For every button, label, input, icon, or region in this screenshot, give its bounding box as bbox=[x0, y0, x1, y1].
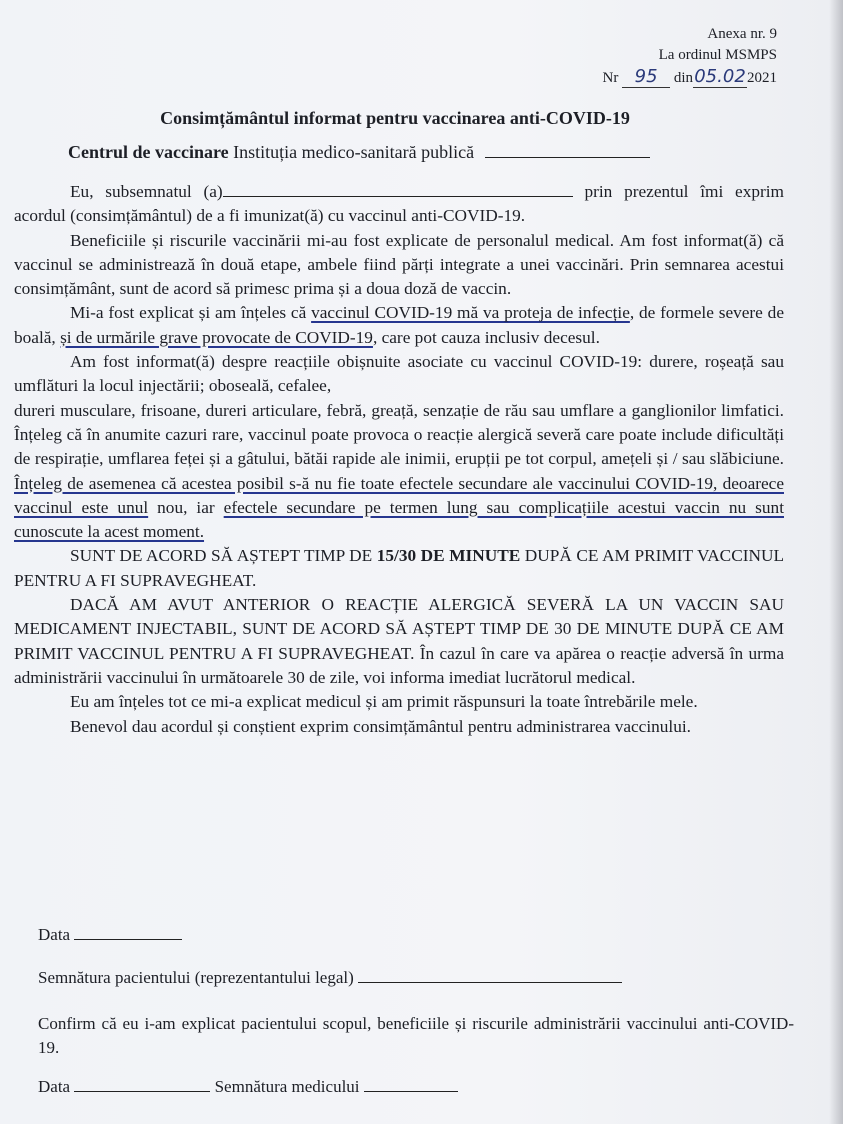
explained-text-3: , care pot cauza inclusiv decesul. bbox=[372, 327, 600, 347]
patient-signature-line bbox=[38, 968, 622, 988]
patient-signature-label: Semnătura pacientului (reprezentantului legal) bbox=[38, 968, 354, 987]
paragraph-wait bbox=[14, 544, 784, 593]
order-number-line bbox=[603, 66, 778, 89]
page-edge-shadow bbox=[829, 0, 843, 1124]
doctor-confirmation: Confirm că eu i-am explicat pacientului scopul, beneficiile și riscurile administrării vaccinului anti-COVID-19. bbox=[38, 1014, 794, 1057]
name-blank-field[interactable] bbox=[223, 182, 573, 197]
wait-text-1: SUNT DE ACORD SĂ AȘTEPT TIMP DE bbox=[70, 546, 377, 566]
nr-handwritten-value: 95 bbox=[622, 66, 670, 88]
date-handwritten-value: 05.02 bbox=[694, 66, 746, 87]
reactions-text-3: nou, iar bbox=[148, 497, 224, 517]
date-blank-field-2[interactable] bbox=[74, 1077, 210, 1092]
center-blank-field[interactable] bbox=[485, 143, 650, 158]
patient-signature-field[interactable] bbox=[358, 968, 622, 983]
paragraph-voluntary: Benevol dau acordul și conștient exprim consimțământul pentru administrarea vaccinului. bbox=[70, 716, 691, 736]
identity-text-end: prin prezentul îmi exprim acordul (consimțământul) de a fi imunizat(ă) cu vaccinul anti-COVID-19. bbox=[14, 182, 784, 226]
order-reference: La ordinul MSMPS bbox=[658, 47, 777, 63]
annex-number: Anexa nr. 9 bbox=[707, 26, 777, 42]
date-label: Data bbox=[38, 925, 71, 944]
reactions-underlined-1: Înțeleg de asemenea că acestea posibil s-ă nu fie toate efectele secundare ale vaccinului COVID-19, deoarece vaccinul este unul bbox=[14, 473, 784, 517]
reactions-text-1: Am fost informat(ă) despre reacțiile obișnuite asociate cu vaccinul COVID-19: durere, roșeață sau umflături la locul injectării; oboseală, cefalee, bbox=[14, 352, 784, 396]
doctor-signature-line bbox=[38, 1077, 458, 1097]
explained-text-1: Mi-a fost explicat și am înțeles că bbox=[70, 303, 312, 323]
annex-header bbox=[603, 24, 778, 89]
wait-minutes: 15/30 DE MINUTE bbox=[376, 546, 521, 566]
reactions-underlined-2: efectele secundare pe termen lung sau complicațiile acestui vaccin nu sunt cunoscute la acest moment. bbox=[14, 497, 784, 542]
explained-underlined-2: și de urmările grave provocate de COVID-19 bbox=[60, 327, 373, 347]
paragraph-allergy: DACĂ AM AVUT ANTERIOR O REACȚIE ALERGICĂ SEVERĂ LA UN VACCIN SAU MEDICAMENT INJECTABIL, SUNT DE ACORD SĂ AȘTEPT TIMP DE 30 DE MINUTE DUPĂ CE AM PRIMIT VACCINUL PENTRU A FI SUPRAVEGHEAT. În cazul în care va apărea o reacție adversă în urma administrării vaccinului în următoarele 30 de zile, voi informa imediat lucrătorul medical. bbox=[14, 595, 784, 687]
paragraph-identity bbox=[14, 180, 784, 229]
date-label-2: Data bbox=[38, 1077, 71, 1096]
paragraph-understood: Eu am înțeles tot ce mi-a explicat medicul și am primit răspunsuri la toate întrebările mele. bbox=[70, 692, 698, 712]
vaccination-center-value: Instituția medico-sanitară publică bbox=[233, 142, 475, 162]
nr-label: Nr bbox=[602, 70, 619, 86]
doctor-signature-field[interactable] bbox=[364, 1077, 458, 1092]
paragraph-reactions-cont bbox=[14, 399, 784, 545]
paragraph-benefits: Beneficiile și riscurile vaccinării mi-au fost explicate de personalul medical. Am fost informat(ă) că vaccinul se administrează în două etape, ambele fiind părți integrate a unei vaccinări. Prin semnarea acestui consimțământ, sunt de acord să primesc prima și a doua doză de vaccin. bbox=[14, 230, 784, 299]
paragraph-reactions bbox=[14, 350, 784, 399]
consent-body bbox=[14, 180, 784, 739]
document-title: Consimțământul informat pentru vaccinarea anti-COVID-19 bbox=[160, 108, 630, 128]
order-year: 2021 bbox=[747, 70, 777, 86]
reactions-text-2: dureri musculare, frisoane, dureri articulare, febră, greață, senzație de rău sau umflare a ganglionilor limfatici. Înțeleg că în anumite cazuri rare, vaccinul poate provoca o reacție alergică severă care poate include dificultăți de respirație, umflarea feței și a gâtului, bătăi rapide ale inimii, erupții pe tot corpul, amețeli și / sau slăbiciune. bbox=[14, 400, 784, 469]
explained-underlined-1: vaccinul COVID-19 mă va proteja de infecție bbox=[311, 303, 630, 323]
paragraph-explained bbox=[14, 301, 784, 350]
date-blank-field[interactable] bbox=[74, 925, 182, 940]
date-line bbox=[38, 925, 182, 945]
identity-text-start: Eu, subsemnatul (a) bbox=[70, 182, 223, 201]
explained-text-2: , de formele severe de boală, bbox=[14, 303, 784, 347]
din-label: din bbox=[673, 70, 693, 86]
vaccination-center-label: Centrul de vaccinare bbox=[68, 142, 229, 162]
wait-text-2: DUPĂ CE AM PRIMIT VACCINUL PENTRU A FI SUPRAVEGHEAT. bbox=[14, 546, 784, 590]
vaccination-center-line bbox=[68, 142, 650, 163]
doctor-signature-label: Semnătura medicului bbox=[214, 1077, 360, 1096]
